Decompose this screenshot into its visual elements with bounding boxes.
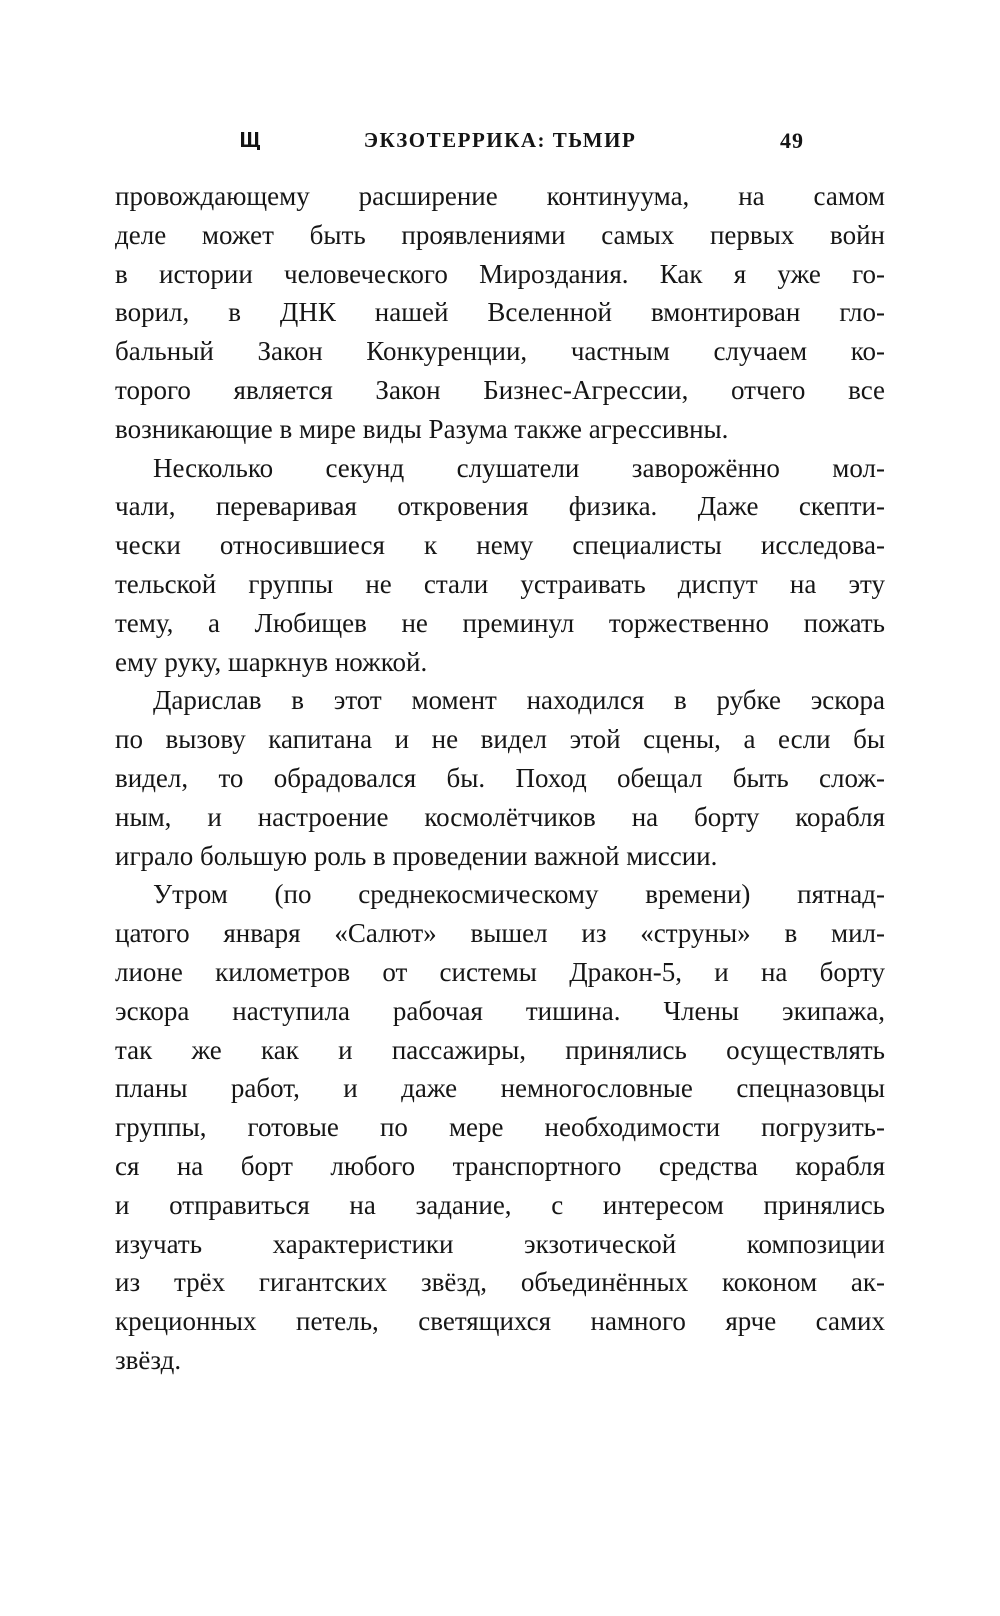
paragraph — [115, 177, 885, 449]
text-line: деле может быть проявлениями самых первых войн — [115, 219, 885, 250]
page-number: 49 — [780, 128, 804, 153]
text-line: ся на борт любого транспортного средства корабля — [115, 1150, 885, 1181]
text-line: чали, переваривая откровения физика. Даже скепти- — [115, 491, 885, 522]
text-line: эскора наступила рабочая тишина. Члены экипажа, — [115, 995, 885, 1026]
text-line: по вызову капитана и не видел этой сцены, а если бы — [115, 724, 885, 755]
page-header — [0, 128, 1000, 158]
text-line: и отправиться на задание, с интересом принялись — [115, 1189, 885, 1220]
text-line: группы, готовые по мере необходимости погрузить- — [115, 1112, 885, 1143]
text-line: лионе километров от системы Дракон-5, и на борту — [115, 956, 885, 987]
text-line: тему, а Любищев не преминул торжественно пожать — [115, 607, 885, 638]
text-line: цатого января «Салют» вышел из «струны» в мил- — [115, 918, 885, 949]
text-line: звёзд. — [115, 1344, 182, 1375]
text-line: ворил, в ДНК нашей Вселенной вмонтирован гло- — [115, 297, 885, 328]
text-line: чески относившиеся к нему специалисты исследова- — [115, 530, 885, 561]
text-line: Несколько секунд слушатели заворожённо мол- — [153, 452, 885, 483]
text-line: возникающие в мире виды Разума также агрессивны. — [115, 413, 729, 444]
running-title: ЭКЗОТЕРРИКА: ТЬМИР — [363, 128, 637, 152]
text-line: тельской группы не стали устраивать диспут на эту — [115, 568, 885, 599]
text-line: бальный Закон Конкуренции, частным случаем ко- — [115, 336, 885, 367]
text-line: изучать характеристики экзотической композиции — [115, 1228, 885, 1259]
text-line: провождающему расширение континуума, на самом — [115, 181, 885, 211]
text-line: ему руку, шаркнув ножкой. — [115, 646, 428, 677]
text-line: Утром (по среднекосмическому времени) пятнад- — [153, 879, 885, 910]
text-line: из трёх гигантских звёзд, объединённых коконом ак- — [115, 1267, 885, 1298]
text-line: планы работ, и даже немногословные спецназовцы — [115, 1073, 885, 1104]
text-line: Дарислав в этот момент находился в рубке эскора — [153, 685, 885, 716]
text-line: ным, и настроение космолётчиков на борту корабля — [115, 801, 885, 832]
text-line: видел, то обрадовался бы. Поход обещал быть слож- — [115, 762, 885, 793]
paragraph — [115, 681, 885, 875]
text-line: играло большую роль в проведении важной миссии. — [115, 840, 718, 871]
text-line: торого является Закон Бизнес-Агрессии, отчего все — [115, 374, 885, 405]
text-line: креционных петель, светящихся намного ярче самих — [115, 1306, 885, 1337]
body-text — [115, 177, 885, 1380]
text-line: так же как и пассажиры, принялись осуществлять — [115, 1034, 885, 1065]
text-line: в истории человеческого Мироздания. Как я уже го- — [115, 258, 885, 289]
paragraph — [115, 875, 885, 1379]
paragraph — [115, 449, 885, 682]
